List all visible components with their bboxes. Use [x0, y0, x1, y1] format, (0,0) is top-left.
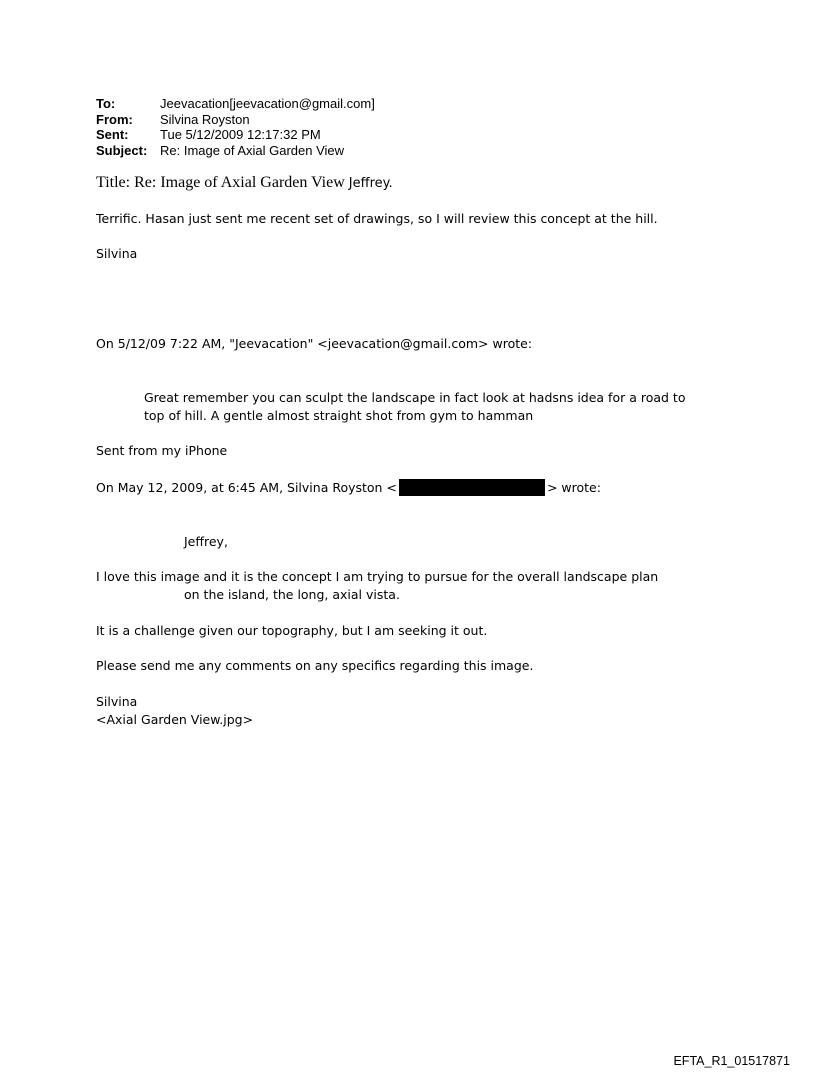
quote2-suffix: > wrote: [546, 480, 601, 495]
quote1-line2: top of hill. A gentle almost straight shot from gym to hamman [144, 408, 534, 423]
header-subject-row [96, 143, 375, 159]
header-from-row [96, 112, 375, 128]
quote-header-jeevacation: On 5/12/09 7:22 AM, "Jeevacation" <jeevacation@gmail.com> wrote: [96, 336, 533, 351]
title-tail: Jeffrey. [348, 176, 393, 191]
redacted-email-block [399, 479, 545, 496]
signature-silvina-2: Silvina [96, 694, 138, 709]
from-label: From: [96, 111, 133, 127]
signature-silvina-1: Silvina [96, 246, 138, 261]
header-sent-row [96, 127, 375, 143]
email-title [96, 174, 393, 192]
document-id: EFTA_R1_01517871 [673, 1054, 790, 1068]
subject-label: Subject: [96, 142, 148, 158]
sent-label: Sent: [96, 127, 129, 142]
quote-header-silvina [96, 479, 601, 497]
quote1-line1: Great remember you can sculpt the landscape in fact look at hadsns idea for a road to [144, 390, 686, 405]
body-line-terrific: Terrific. Hasan just sent me recent set of drawings, so I will review this concept at the hill. [96, 211, 658, 226]
para2: It is a challenge given our topography, but I am seeking it out. [96, 623, 488, 638]
subject-value: Re: Image of Axial Garden View [160, 142, 345, 158]
to-value: Jeevacation[jeevacation@gmail.com] [160, 96, 375, 111]
para1-line1: I love this image and it is the concept I am trying to pursue for the overall landscape plan [96, 569, 659, 584]
sent-from-iphone: Sent from my iPhone [96, 443, 228, 458]
email-header [96, 96, 375, 158]
attachment-name: <Axial Garden View.jpg> [96, 712, 254, 727]
from-value: Silvina Royston [160, 111, 250, 127]
header-to-row [96, 96, 375, 112]
quote2-prefix: On May 12, 2009, at 6:45 AM, Silvina Royston < [96, 480, 397, 495]
para3: Please send me any comments on any specifics regarding this image. [96, 658, 534, 673]
to-label: To: [96, 96, 116, 111]
title-main: Title: Re: Image of Axial Garden View [96, 174, 345, 191]
para1-line2: on the island, the long, axial vista. [184, 587, 400, 602]
sent-value: Tue 5/12/2009 12:17:32 PM [160, 127, 321, 142]
greeting-jeffrey: Jeffrey, [184, 534, 228, 549]
